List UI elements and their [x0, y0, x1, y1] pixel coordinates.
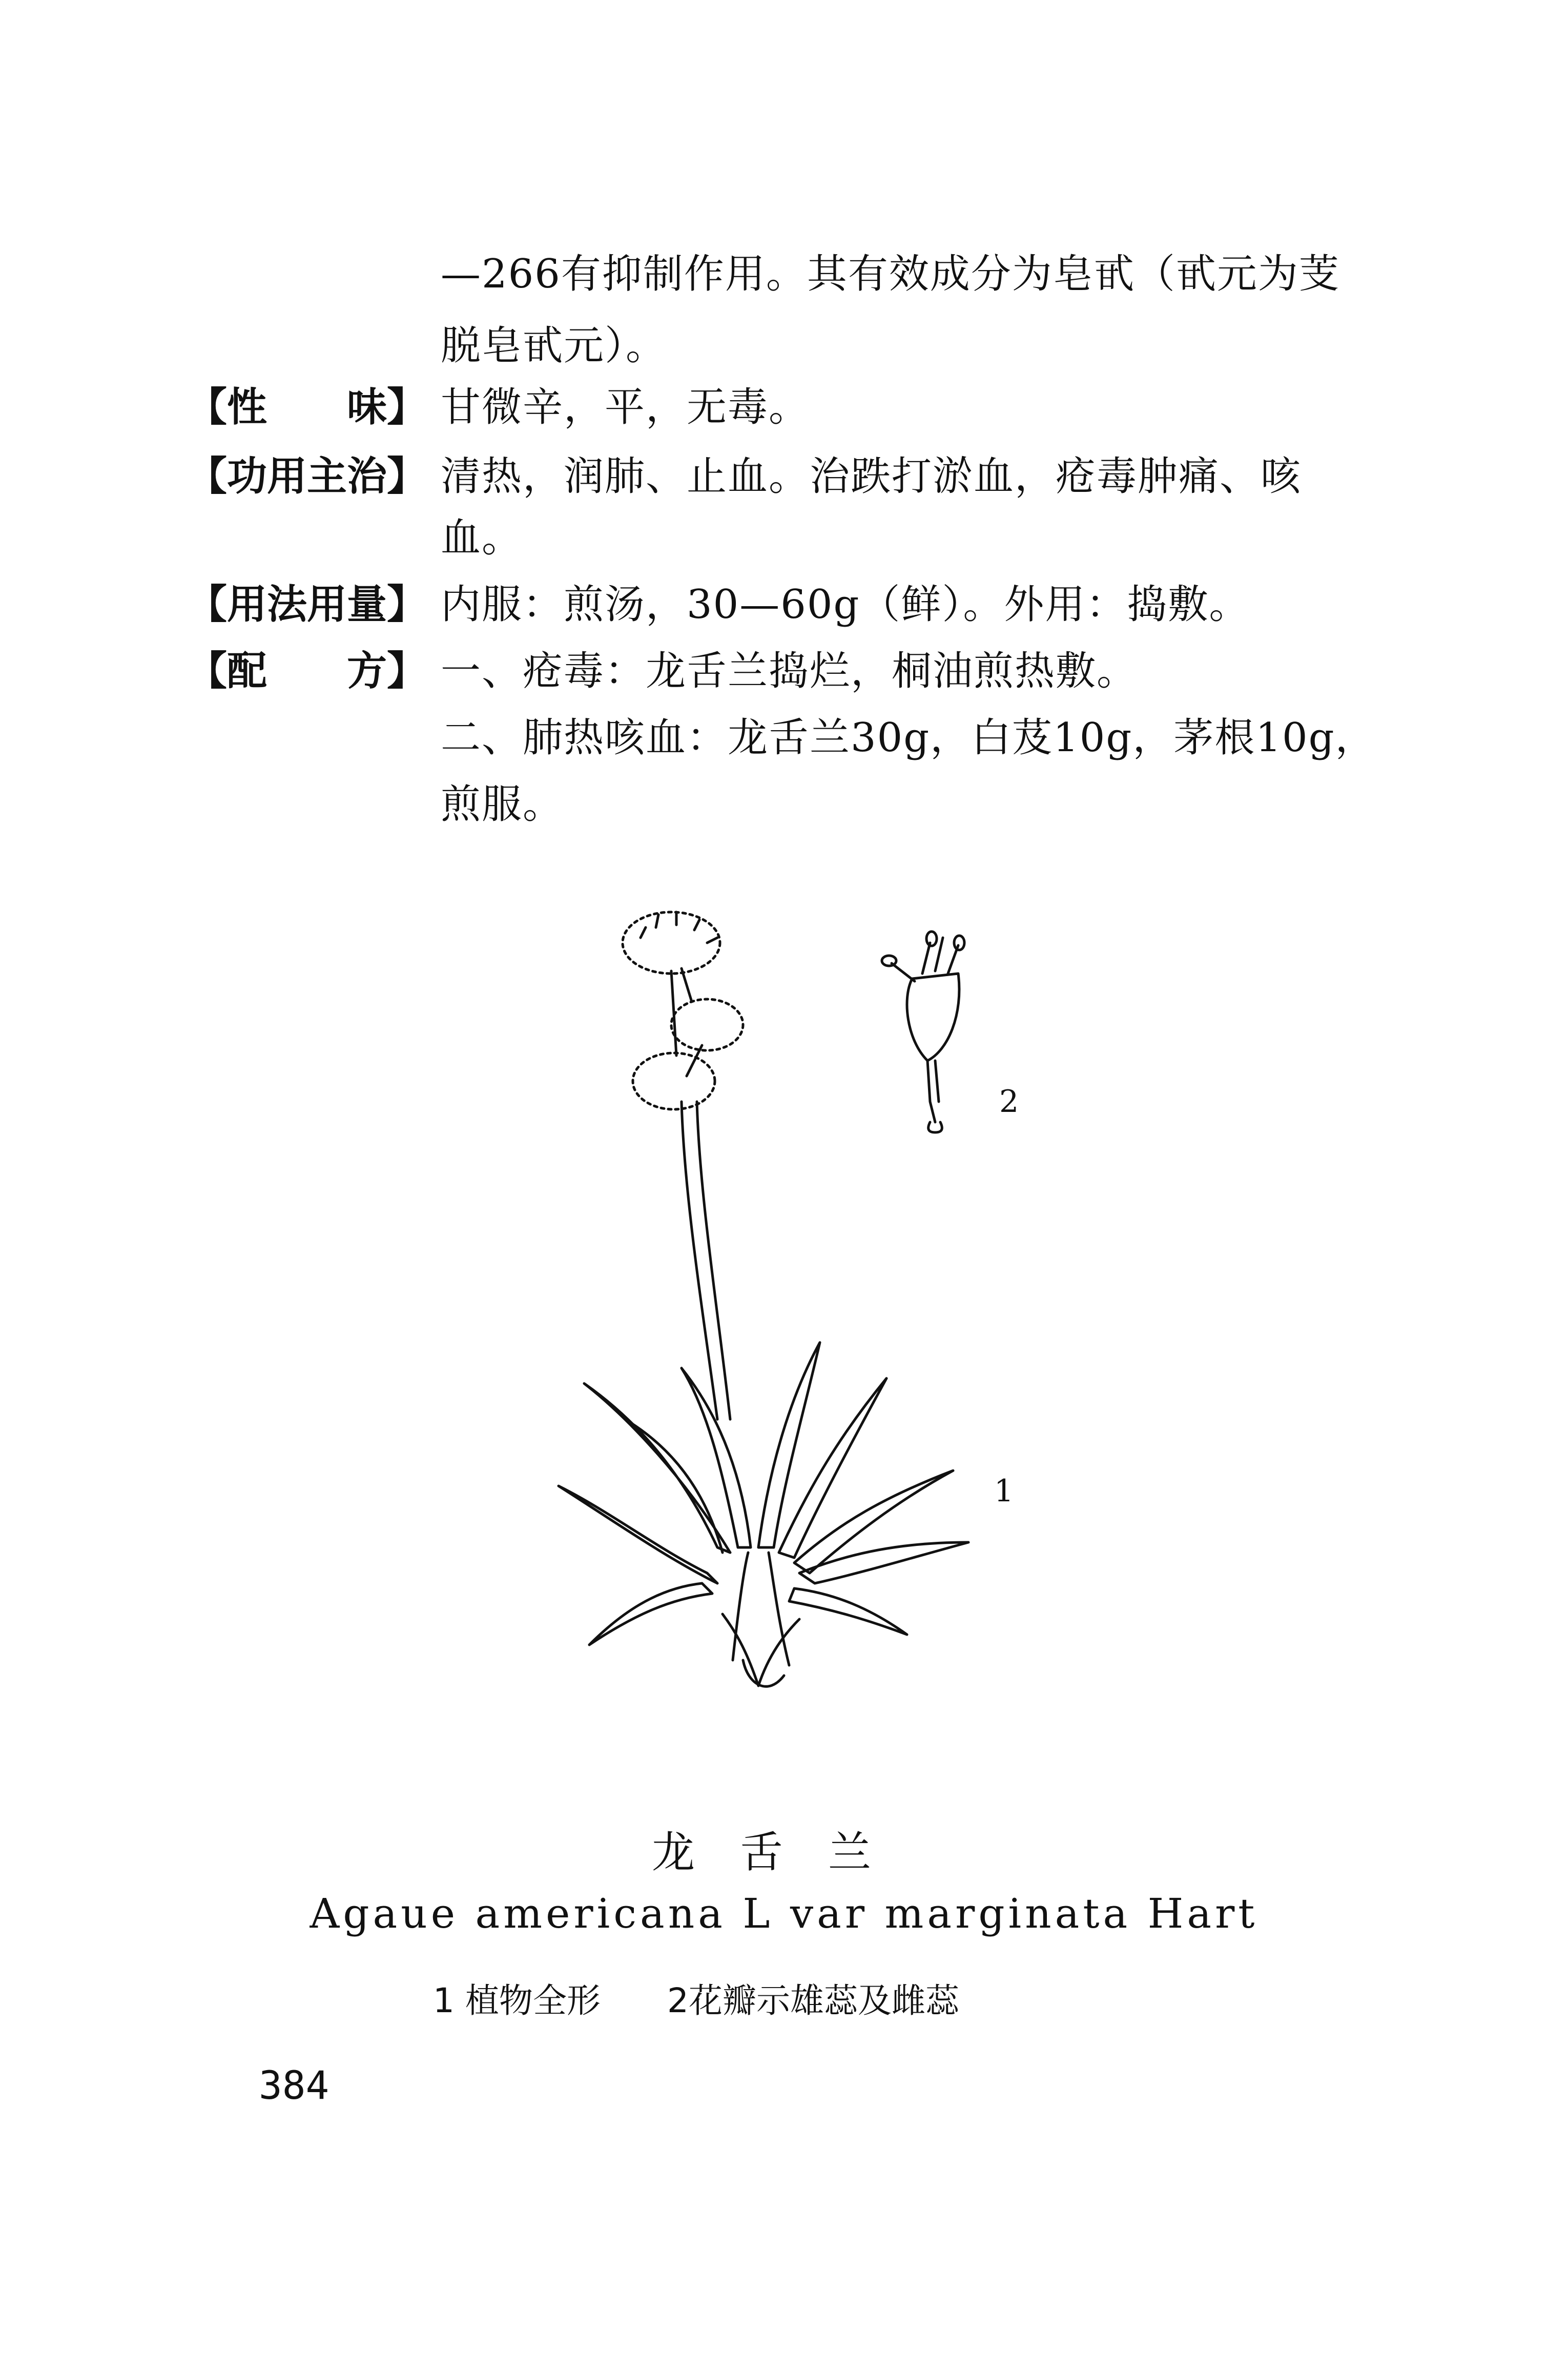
- text-peifang-3: 煎服。: [441, 781, 564, 828]
- caption-chinese-name: 龙舌兰: [651, 1827, 916, 1877]
- text-peifang-1: 一、疮毒：龙舌兰捣烂，桐油煎热敷。: [441, 648, 1138, 694]
- text-peifang-2: 二、肺热咳血：龙舌兰30g，白芨10g，茅根10g，: [441, 715, 1376, 761]
- flower-clusters: [623, 912, 743, 1109]
- text-line-2: 脱皂甙元）。: [441, 323, 667, 369]
- caption-latin-name: Agaue americana L var marginata Hart: [310, 1890, 1258, 1937]
- label-xingwei: 【性 味】: [187, 384, 427, 430]
- text-yongfa: 内服：煎汤，30—60g（鲜）。外用：捣敷。: [441, 582, 1250, 628]
- page-number: 384: [259, 2062, 329, 2108]
- text-xingwei: 甘微辛，平，无毒。: [441, 384, 810, 430]
- figure-label-1: 1: [994, 1473, 1014, 1509]
- leaf-rosette: [559, 1342, 968, 1686]
- flower-stalk: [682, 1102, 730, 1419]
- label-gongyong: 【功用主治】: [187, 453, 427, 500]
- text-line-1: —266有抑制作用。其有效成分为皂甙（甙元为芰: [441, 251, 1340, 297]
- text-gongyong: 清热，润肺、止血。治跌打淤血，疮毒肿痛、咳: [441, 453, 1302, 500]
- figure-label-2: 2: [999, 1084, 1019, 1120]
- text-gongyong-2: 血。: [441, 515, 523, 561]
- legend-item-2: 2花瓣示雄蕊及雌蕊: [667, 1981, 959, 2020]
- agave-illustration: [553, 907, 1148, 1717]
- label-yongfa: 【用法用量】: [187, 582, 427, 628]
- caption-legend: [433, 1978, 959, 2024]
- label-peifang: 【配 方】: [187, 648, 427, 694]
- flower-detail: [882, 932, 964, 1132]
- legend-item-1: 1 植物全形: [433, 1981, 601, 2020]
